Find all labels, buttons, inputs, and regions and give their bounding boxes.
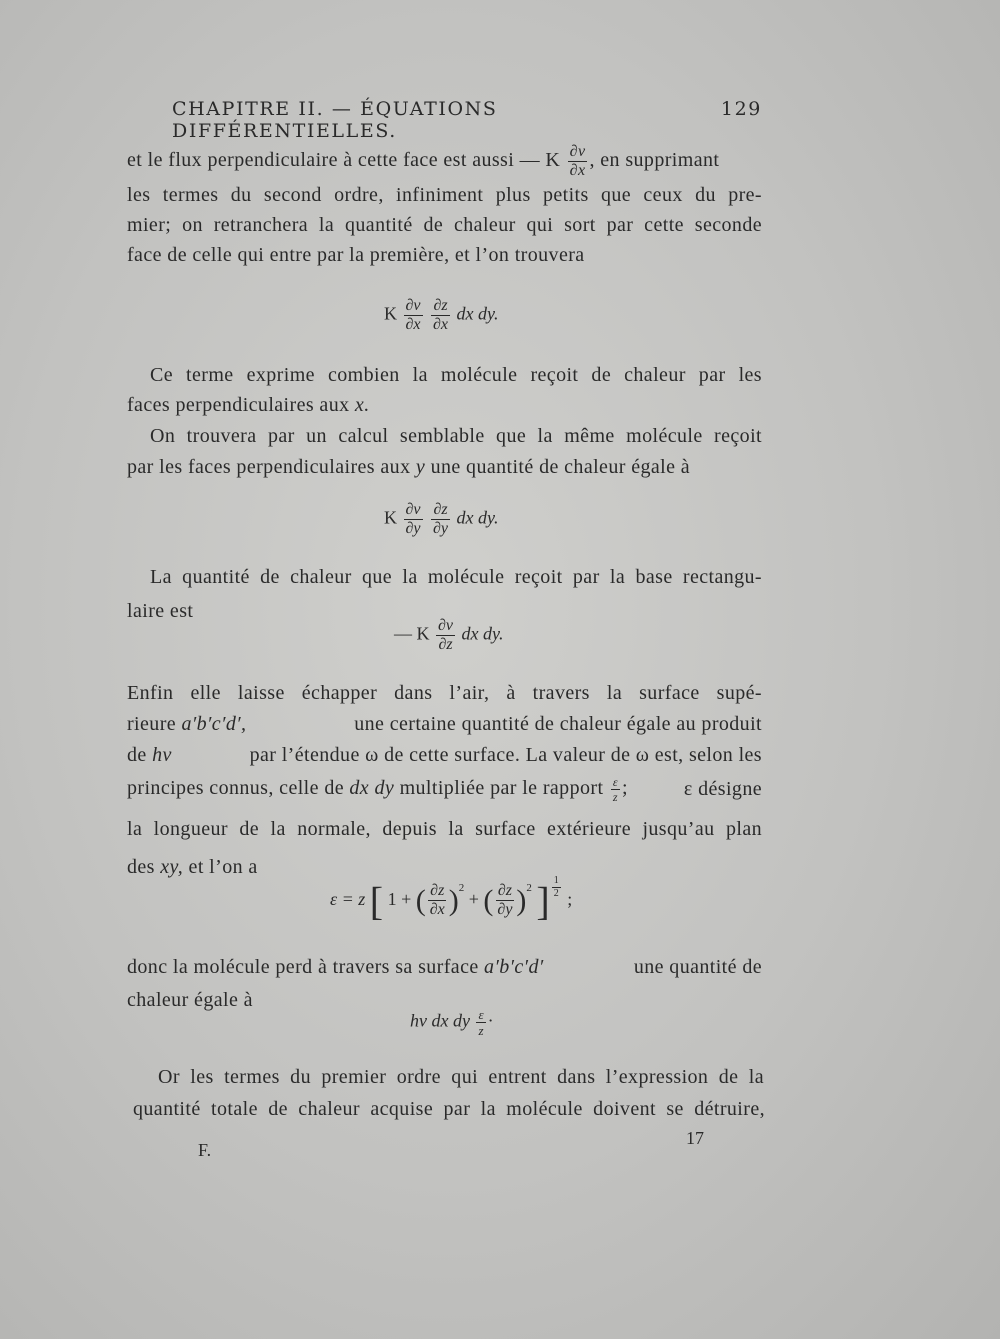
- page-number: 129: [720, 98, 762, 120]
- equation-2: K $\frac{\partial v}{\partial y}$ $\frac{\partial z}{\partial y}$ dx dy.: [384, 501, 499, 537]
- equation-3: — K $\frac{\partial v}{\partial z}$ dx dy.: [394, 617, 504, 653]
- text-line: [127, 144, 762, 179]
- text-line: Or les termes du premier ordre qui entrent dans l’expression de la: [158, 1066, 764, 1088]
- running-header: [172, 98, 762, 142]
- text-line: la longueur de la normale, depuis la surface extérieure jusqu’au plan: [127, 818, 762, 840]
- text-span: en supprimant: [600, 149, 720, 172]
- text-line: Enfin elle laisse échapper dans l’air, à travers la surface supé-: [127, 682, 762, 704]
- equation-1: K $\frac{\partial v}{\partial x}$ $\frac{\partial z}{\partial x}$ dx dy.: [384, 297, 499, 333]
- equation-5: hv dx dy $\frac{\varepsilon}{z}$ ·: [410, 1007, 494, 1038]
- text-line: chaleur égale à: [127, 989, 253, 1011]
- text-line: des xy, et l’on a: [127, 856, 258, 878]
- text-line: La quantité de chaleur que la molécule reçoit par la base rectangu-: [150, 566, 762, 588]
- text-line: par les faces perpendiculaires aux y une quantité de chaleur égale à: [127, 456, 691, 478]
- text-line: On trouvera par un calcul semblable que la même molécule reçoit: [150, 425, 762, 447]
- text-line: les termes du second ordre, infiniment plus petits que ceux du pre-: [127, 184, 762, 206]
- signature-number: 17: [686, 1128, 704, 1148]
- text-line: quantité totale de chaleur acquise par la molécule doivent se détruire,: [133, 1098, 765, 1120]
- signature-mark: F.: [198, 1140, 212, 1160]
- fraction-dv-dx: $\frac{\partial v}{\partial x}$: [569, 143, 586, 179]
- chapter-title: CHAPITRE II. — ÉQUATIONS DIFFÉRENTIELLES.: [172, 98, 498, 142]
- punctuation: ,: [589, 149, 595, 172]
- text-line: rieure a′b′c′d′, une certaine quantité de chaleur égale au produit: [127, 713, 762, 735]
- text-line: face de celle qui entre par la première, et l’on trouvera: [127, 244, 585, 266]
- text-line: donc la molécule perd à travers sa surface a′b′c′d′ une quantité de: [127, 956, 762, 978]
- text-line: principes connus, celle de dx dy multipliée par le rapport $\frac{\varepsilon}{z}$ ; ε désigne: [127, 775, 762, 804]
- equation-4: ε = z [ 1 + ( $\frac{\partial z}{\partial x}$ )$^2$ + ( $\frac{\partial z}{\partial y}$ )$^2$ ] $\frac{1}{2}$ ;: [330, 875, 573, 924]
- text-line: Ce terme exprime combien la molécule reçoit de chaleur par les: [150, 364, 762, 386]
- text-span: et le flux perpendiculaire à cette face est aussi — K: [127, 149, 561, 172]
- text-line: mier; on retranchera la quantité de chaleur qui sort par cette seconde: [127, 214, 762, 236]
- text-line: laire est: [127, 600, 194, 622]
- text-line: faces perpendiculaires aux x.: [127, 394, 370, 416]
- text-line: de hv par l’étendue ω de cette surface. La valeur de ω est, selon les: [127, 744, 762, 766]
